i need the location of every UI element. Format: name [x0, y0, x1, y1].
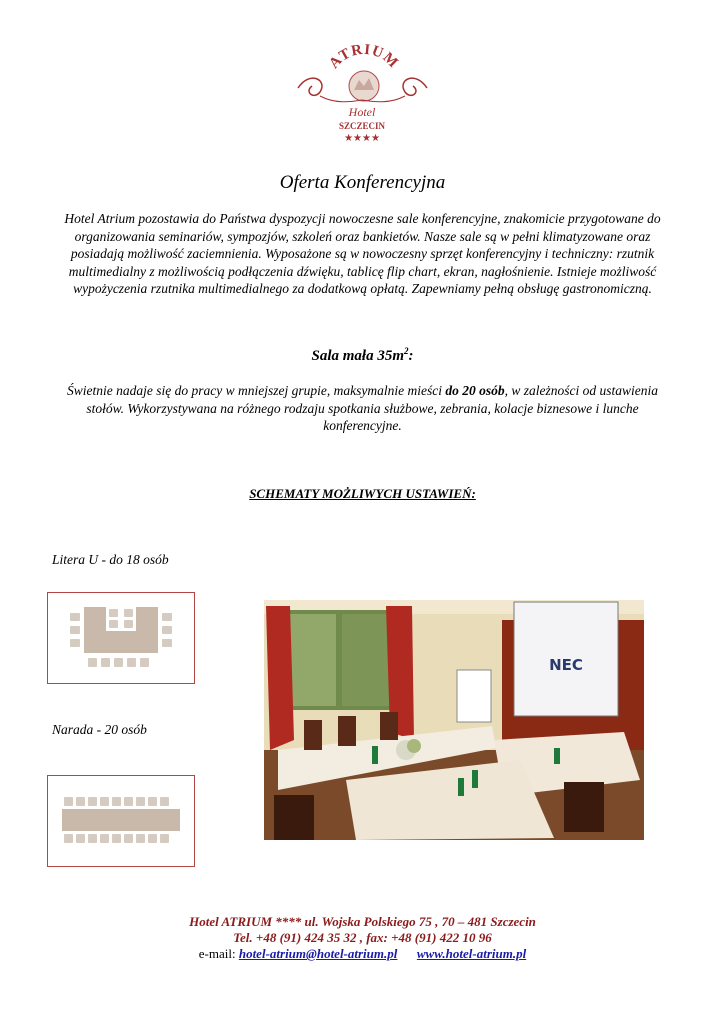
hotel-logo [290, 40, 435, 145]
chair [124, 834, 133, 843]
chair [162, 639, 172, 647]
chair [564, 782, 604, 832]
chair [101, 658, 110, 667]
chair [64, 834, 73, 843]
chair [88, 797, 97, 806]
email-link[interactable]: hotel-atrium@hotel-atrium.pl [238, 946, 398, 961]
boardroom-table [62, 809, 180, 831]
logo-stars: ★★★★ [344, 133, 380, 144]
chair [136, 797, 145, 806]
logo-emblem [290, 40, 435, 145]
chair [88, 834, 97, 843]
footer [0, 914, 725, 962]
website-link[interactable]: www.hotel-atrium.pl [416, 946, 527, 961]
u-shape-table-diagram [48, 593, 194, 683]
room-capacity: do 20 osób [445, 383, 505, 398]
chair [70, 626, 80, 634]
footer-phone-fax: Tel. +48 (91) 424 35 32 , fax: +48 (91) 422 10 96 [233, 930, 492, 945]
u-table [84, 607, 158, 653]
room-area-superscript: 2 [404, 346, 409, 356]
chair [88, 658, 97, 667]
chair [114, 658, 123, 667]
footer-spacer [397, 946, 417, 961]
chair [109, 609, 118, 617]
chair [70, 639, 80, 647]
chair [380, 712, 398, 740]
chair [127, 658, 136, 667]
chair [76, 797, 85, 806]
screen-brand-text: NEC [549, 656, 583, 674]
chair [70, 613, 80, 621]
chair [124, 797, 133, 806]
chair [162, 613, 172, 621]
room-heading-colon: : [408, 348, 414, 364]
footer-contact-line [0, 946, 725, 962]
chair [304, 720, 322, 750]
chair [274, 795, 314, 840]
room-name: Sala mała 35m [311, 348, 404, 364]
layout-u-label: Litera U - do 18 osób [52, 552, 169, 567]
room-desc-part2: , w zależności od ustawienia stołów. Wykorzystywana na różnego rodzaju spotkania służbowe, zebrania, kolacje biznesowe i lunche konferencyjne. [86, 383, 658, 433]
logo-left-flourish [298, 78, 322, 95]
flip-chart [457, 670, 491, 722]
chair [100, 834, 109, 843]
layout-u-diagram [47, 592, 195, 684]
chair [140, 658, 149, 667]
chair [338, 716, 356, 746]
logo-hotel-text: Hotel [348, 105, 376, 119]
layout-narada-diagram [47, 775, 195, 867]
intro-paragraph: Hotel Atrium pozostawia do Państwa dyspozycji nowoczesne sale konferencyjne, znakomicie przygotowane do organizowania seminariów, sympozjów, szkoleń oraz bankietów. Nasze sale są w pełni klimatyzowane oraz posiadają możliwość zaciemnienia. Wyposażone są w nowoczesny sprzęt konferencyjny i techniczny: rzutnik multimedialny z możliwością podłączenia dźwięku, tablicę flip chart, ekran, nagłośnienie. Istnieje możliwość wypożyczenia rzutnika multimedialnego za dodatkową opłatą. Zapewniamy pełną obsługę gastronomiczną. [64, 211, 661, 296]
footer-address: Hotel ATRIUM **** ul. Wojska Polskiego 75 , 70 – 481 Szczecin [189, 914, 536, 929]
chair [64, 797, 73, 806]
room-heading [0, 346, 725, 365]
chair [76, 834, 85, 843]
schemes-heading: SCHEMATY MOŻLIWYCH USTAWIEŃ: [249, 486, 476, 501]
chair [162, 626, 172, 634]
chair [109, 620, 118, 628]
chair [124, 620, 133, 628]
logo-right-flourish [403, 78, 427, 95]
logo-brand-text: ATRIUM [326, 41, 402, 72]
logo-city-text: SZCZECIN [338, 121, 386, 131]
room-description [48, 382, 677, 435]
chair [112, 797, 121, 806]
left-curtain [266, 606, 294, 750]
chair [160, 834, 169, 843]
chair [148, 834, 157, 843]
chair [136, 834, 145, 843]
layout-narada-label: Narada - 20 osób [52, 722, 147, 737]
email-label: e-mail: [198, 946, 239, 961]
room-desc-part1: Świetnie nadaje się do pracy w mniejszej grupie, maksymalnie mieści [67, 383, 446, 398]
chair [160, 797, 169, 806]
room-photo-illustration [264, 600, 644, 840]
chair [112, 834, 121, 843]
chair [148, 797, 157, 806]
chair [100, 797, 109, 806]
boardroom-table-diagram [48, 776, 194, 866]
page-title: Oferta Konferencyjna [279, 172, 446, 193]
chair [124, 609, 133, 617]
conference-room-photo [264, 600, 644, 840]
